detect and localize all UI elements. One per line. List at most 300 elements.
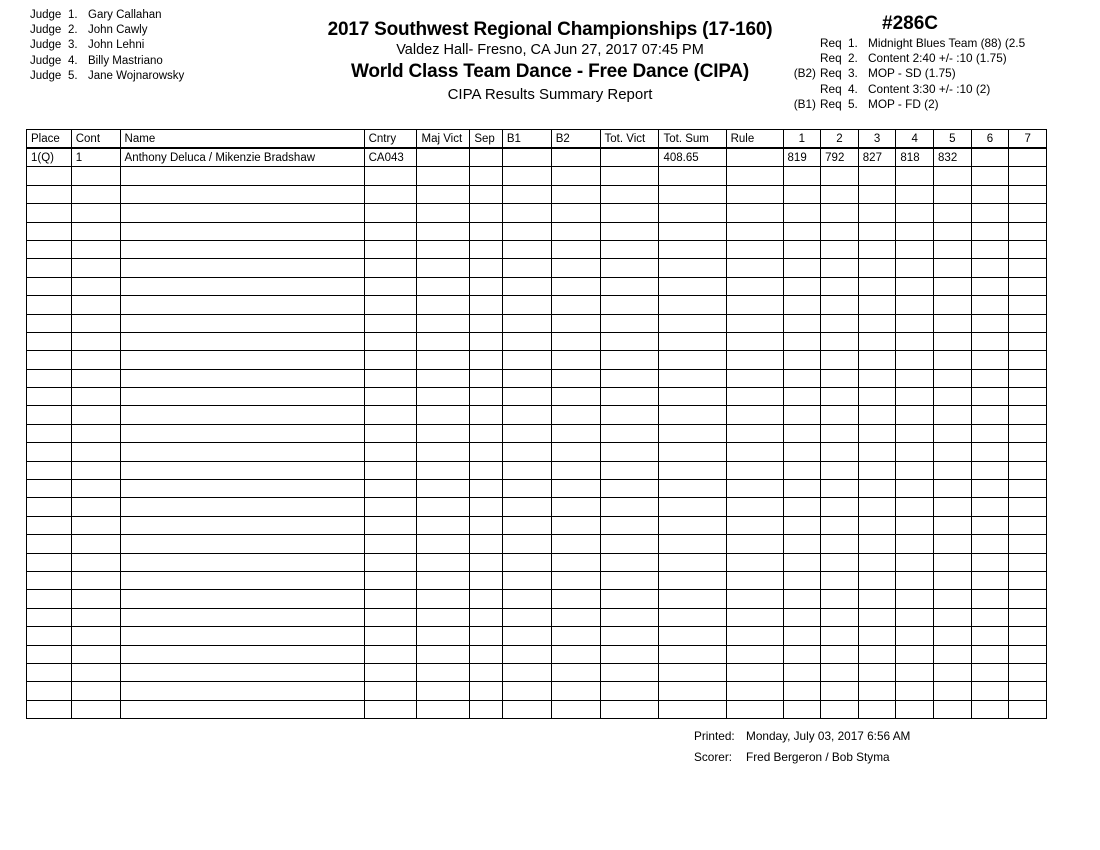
cell-judge-score-5 bbox=[934, 645, 972, 663]
cell-judge-score-7 bbox=[1009, 461, 1047, 479]
cell-place bbox=[27, 627, 72, 645]
report-footer bbox=[694, 726, 1094, 768]
cell-rule bbox=[726, 185, 783, 203]
cell-rule bbox=[726, 424, 783, 442]
table-row-empty[interactable] bbox=[27, 461, 1047, 479]
cell-b2 bbox=[551, 663, 600, 681]
cell-place bbox=[27, 700, 72, 718]
cell-judge-score-3 bbox=[858, 627, 896, 645]
scorer-line bbox=[694, 747, 1094, 768]
cell-judge-score-7 bbox=[1009, 480, 1047, 498]
cell-judge-score-3 bbox=[858, 314, 896, 332]
cell-cntry bbox=[364, 571, 417, 589]
cell-cont bbox=[71, 700, 120, 718]
cell-judge-score-2: 792 bbox=[821, 148, 859, 167]
cell-tot-vict bbox=[600, 682, 659, 700]
column-header-tot-sum: Tot. Sum bbox=[659, 130, 726, 149]
cell-rule bbox=[726, 296, 783, 314]
cell-judge-score-6 bbox=[971, 277, 1009, 295]
cell-rule bbox=[726, 369, 783, 387]
cell-sep bbox=[470, 259, 503, 277]
cell-cont bbox=[71, 663, 120, 681]
cell-cntry bbox=[364, 314, 417, 332]
cell-name bbox=[120, 406, 364, 424]
cell-judge-score-3 bbox=[858, 204, 896, 222]
cell-b1 bbox=[502, 498, 551, 516]
cell-cntry bbox=[364, 498, 417, 516]
cell-judge-score-3 bbox=[858, 498, 896, 516]
cell-maj-vict bbox=[417, 498, 470, 516]
cell-judge-score-7 bbox=[1009, 406, 1047, 424]
cell-judge-score-6 bbox=[971, 516, 1009, 534]
cell-maj-vict bbox=[417, 351, 470, 369]
cell-judge-score-3 bbox=[858, 406, 896, 424]
cell-rule bbox=[726, 240, 783, 258]
cell-sep bbox=[470, 663, 503, 681]
cell-sep bbox=[470, 535, 503, 553]
cell-tot-vict bbox=[600, 535, 659, 553]
cell-cont: 1 bbox=[71, 148, 120, 167]
table-row-empty[interactable] bbox=[27, 516, 1047, 534]
cell-cntry bbox=[364, 185, 417, 203]
cell-judge-score-3 bbox=[858, 700, 896, 718]
cell-maj-vict bbox=[417, 259, 470, 277]
cell-judge-score-4 bbox=[896, 645, 934, 663]
table-row-empty[interactable] bbox=[27, 185, 1047, 203]
cell-judge-score-7 bbox=[1009, 516, 1047, 534]
cell-b2 bbox=[551, 369, 600, 387]
report-header bbox=[250, 18, 850, 105]
cell-rule bbox=[726, 627, 783, 645]
cell-cont bbox=[71, 314, 120, 332]
cell-tot-vict bbox=[600, 296, 659, 314]
cell-rule bbox=[726, 535, 783, 553]
requirement-text: Content 2:40 +/- :10 (1.75) bbox=[868, 51, 1007, 66]
cell-b2 bbox=[551, 424, 600, 442]
cell-sep bbox=[470, 204, 503, 222]
cell-judge-score-4 bbox=[896, 185, 934, 203]
cell-tot-sum bbox=[659, 516, 726, 534]
cell-place bbox=[27, 351, 72, 369]
cell-rule bbox=[726, 571, 783, 589]
cell-rule bbox=[726, 553, 783, 571]
cell-b2 bbox=[551, 204, 600, 222]
table-row-empty[interactable] bbox=[27, 498, 1047, 516]
column-header-judge-5: 5 bbox=[934, 130, 972, 149]
cell-judge-score-3 bbox=[858, 296, 896, 314]
cell-judge-score-6 bbox=[971, 627, 1009, 645]
cell-b2 bbox=[551, 296, 600, 314]
cell-sep bbox=[470, 627, 503, 645]
judge-label: Judge bbox=[30, 54, 62, 67]
cell-judge-score-1 bbox=[783, 498, 821, 516]
cell-tot-sum bbox=[659, 332, 726, 350]
cell-judge-score-3 bbox=[858, 535, 896, 553]
cell-name bbox=[120, 461, 364, 479]
table-row-empty[interactable] bbox=[27, 277, 1047, 295]
cell-place bbox=[27, 535, 72, 553]
cell-tot-vict bbox=[600, 571, 659, 589]
cell-judge-score-1 bbox=[783, 204, 821, 222]
table-row-empty[interactable] bbox=[27, 663, 1047, 681]
cell-place bbox=[27, 663, 72, 681]
cell-place bbox=[27, 608, 72, 626]
table-row-empty[interactable] bbox=[27, 388, 1047, 406]
cell-tot-vict bbox=[600, 424, 659, 442]
cell-judge-score-5 bbox=[934, 498, 972, 516]
cell-place bbox=[27, 480, 72, 498]
cell-sep bbox=[470, 332, 503, 350]
cell-judge-score-3 bbox=[858, 645, 896, 663]
cell-cntry bbox=[364, 277, 417, 295]
cell-sep bbox=[470, 351, 503, 369]
cell-judge-score-7 bbox=[1009, 571, 1047, 589]
table-row-empty[interactable] bbox=[27, 645, 1047, 663]
requirement-number: 1. bbox=[848, 36, 858, 50]
cell-b2 bbox=[551, 388, 600, 406]
column-header-judge-1: 1 bbox=[783, 130, 821, 149]
cell-cont bbox=[71, 222, 120, 240]
cell-b1 bbox=[502, 663, 551, 681]
cell-cont bbox=[71, 259, 120, 277]
cell-judge-score-4 bbox=[896, 406, 934, 424]
cell-judge-score-2 bbox=[821, 277, 859, 295]
cell-rule bbox=[726, 259, 783, 277]
table-row-empty[interactable] bbox=[27, 369, 1047, 387]
cell-cntry bbox=[364, 627, 417, 645]
cell-judge-score-6 bbox=[971, 535, 1009, 553]
cell-rule bbox=[726, 148, 783, 167]
cell-judge-score-6 bbox=[971, 406, 1009, 424]
cell-judge-score-6 bbox=[971, 204, 1009, 222]
cell-judge-score-2 bbox=[821, 185, 859, 203]
cell-judge-score-2 bbox=[821, 700, 859, 718]
table-row-empty[interactable] bbox=[27, 314, 1047, 332]
cell-place bbox=[27, 332, 72, 350]
cell-b2 bbox=[551, 443, 600, 461]
cell-name bbox=[120, 682, 364, 700]
cell-b2 bbox=[551, 590, 600, 608]
cell-judge-score-6 bbox=[971, 645, 1009, 663]
cell-judge-score-4 bbox=[896, 222, 934, 240]
cell-judge-score-7 bbox=[1009, 682, 1047, 700]
cell-sep bbox=[470, 443, 503, 461]
cell-judge-score-1 bbox=[783, 682, 821, 700]
cell-judge-score-6 bbox=[971, 388, 1009, 406]
cell-sep bbox=[470, 461, 503, 479]
cell-tot-sum bbox=[659, 314, 726, 332]
cell-tot-vict bbox=[600, 204, 659, 222]
requirement-item bbox=[780, 36, 1100, 51]
judge-name: John Lehni bbox=[88, 39, 145, 52]
cell-judge-score-6 bbox=[971, 498, 1009, 516]
table-row-empty[interactable] bbox=[27, 296, 1047, 314]
cell-b2 bbox=[551, 627, 600, 645]
cell-judge-score-6 bbox=[971, 240, 1009, 258]
cell-maj-vict bbox=[417, 296, 470, 314]
cell-maj-vict bbox=[417, 204, 470, 222]
cell-b2 bbox=[551, 516, 600, 534]
cell-place bbox=[27, 240, 72, 258]
cell-judge-score-5 bbox=[934, 553, 972, 571]
cell-judge-score-5 bbox=[934, 535, 972, 553]
cell-judge-score-5 bbox=[934, 443, 972, 461]
cell-b1 bbox=[502, 480, 551, 498]
table-row-empty[interactable] bbox=[27, 424, 1047, 442]
table-row-empty[interactable] bbox=[27, 443, 1047, 461]
cell-sep bbox=[470, 571, 503, 589]
cell-tot-sum bbox=[659, 204, 726, 222]
cell-cntry bbox=[364, 296, 417, 314]
table-row-empty[interactable] bbox=[27, 240, 1047, 258]
table-row-empty[interactable] bbox=[27, 553, 1047, 571]
cell-judge-score-7 bbox=[1009, 351, 1047, 369]
cell-judge-score-5 bbox=[934, 424, 972, 442]
cell-maj-vict bbox=[417, 406, 470, 424]
cell-tot-vict bbox=[600, 148, 659, 167]
table-row-empty[interactable] bbox=[27, 571, 1047, 589]
table-row-empty[interactable] bbox=[27, 259, 1047, 277]
cell-name bbox=[120, 185, 364, 203]
cell-judge-score-3 bbox=[858, 682, 896, 700]
table-row-empty[interactable] bbox=[27, 480, 1047, 498]
cell-name bbox=[120, 314, 364, 332]
cell-name bbox=[120, 590, 364, 608]
table-row-empty[interactable] bbox=[27, 406, 1047, 424]
cell-place bbox=[27, 314, 72, 332]
cell-rule bbox=[726, 351, 783, 369]
cell-maj-vict bbox=[417, 332, 470, 350]
cell-sep bbox=[470, 700, 503, 718]
requirement-text: Content 3:30 +/- :10 (2) bbox=[868, 81, 991, 96]
column-header-judge-4: 4 bbox=[896, 130, 934, 149]
table-row-empty[interactable] bbox=[27, 590, 1047, 608]
cell-b1 bbox=[502, 700, 551, 718]
table-row[interactable] bbox=[27, 148, 1047, 167]
cell-b1 bbox=[502, 516, 551, 534]
cell-judge-score-1 bbox=[783, 259, 821, 277]
column-header-rule: Rule bbox=[726, 130, 783, 149]
cell-b1 bbox=[502, 185, 551, 203]
cell-tot-vict bbox=[600, 498, 659, 516]
cell-cont bbox=[71, 332, 120, 350]
judge-number: 4. bbox=[68, 54, 78, 67]
cell-b1 bbox=[502, 369, 551, 387]
cell-judge-score-1 bbox=[783, 222, 821, 240]
cell-judge-score-7 bbox=[1009, 222, 1047, 240]
cell-b1 bbox=[502, 314, 551, 332]
cell-judge-score-1 bbox=[783, 571, 821, 589]
cell-judge-score-3 bbox=[858, 424, 896, 442]
cell-name bbox=[120, 608, 364, 626]
cell-judge-score-6 bbox=[971, 590, 1009, 608]
cell-b2 bbox=[551, 351, 600, 369]
cell-judge-score-5 bbox=[934, 369, 972, 387]
cell-sep bbox=[470, 148, 503, 167]
cell-maj-vict bbox=[417, 516, 470, 534]
cell-b2 bbox=[551, 480, 600, 498]
table-row-empty[interactable] bbox=[27, 204, 1047, 222]
cell-judge-score-7 bbox=[1009, 277, 1047, 295]
cell-judge-score-5 bbox=[934, 627, 972, 645]
cell-place bbox=[27, 259, 72, 277]
cell-judge-score-6 bbox=[971, 148, 1009, 167]
cell-judge-score-2 bbox=[821, 480, 859, 498]
cell-judge-score-3 bbox=[858, 277, 896, 295]
cell-judge-score-2 bbox=[821, 167, 859, 185]
cell-judge-score-2 bbox=[821, 351, 859, 369]
cell-judge-score-7 bbox=[1009, 369, 1047, 387]
column-header-sep: Sep bbox=[470, 130, 503, 149]
cell-rule bbox=[726, 645, 783, 663]
cell-tot-vict bbox=[600, 480, 659, 498]
cell-judge-score-1 bbox=[783, 406, 821, 424]
cell-judge-score-1 bbox=[783, 332, 821, 350]
cell-judge-score-7 bbox=[1009, 424, 1047, 442]
cell-name bbox=[120, 388, 364, 406]
cell-rule bbox=[726, 388, 783, 406]
category-title: World Class Team Dance - Free Dance (CIPA) bbox=[350, 61, 750, 82]
cell-rule bbox=[726, 332, 783, 350]
cell-judge-score-2 bbox=[821, 332, 859, 350]
cell-maj-vict bbox=[417, 443, 470, 461]
cell-judge-score-3 bbox=[858, 571, 896, 589]
requirement-number: 3. bbox=[848, 66, 858, 81]
cell-judge-score-4 bbox=[896, 204, 934, 222]
table-row-empty[interactable] bbox=[27, 222, 1047, 240]
cell-judge-score-4 bbox=[896, 369, 934, 387]
cell-judge-score-1 bbox=[783, 314, 821, 332]
cell-judge-score-1 bbox=[783, 535, 821, 553]
table-row-empty[interactable] bbox=[27, 332, 1047, 350]
cell-tot-vict bbox=[600, 627, 659, 645]
cell-place bbox=[27, 682, 72, 700]
cell-judge-score-5 bbox=[934, 700, 972, 718]
cell-judge-score-7 bbox=[1009, 332, 1047, 350]
table-row-empty[interactable] bbox=[27, 700, 1047, 718]
cell-judge-score-5 bbox=[934, 516, 972, 534]
cell-judge-score-4 bbox=[896, 240, 934, 258]
judge-number: 1. bbox=[68, 9, 78, 21]
judge-number: 3. bbox=[68, 39, 78, 52]
cell-tot-sum bbox=[659, 351, 726, 369]
cell-b1 bbox=[502, 222, 551, 240]
cell-name bbox=[120, 424, 364, 442]
cell-judge-score-3 bbox=[858, 388, 896, 406]
cell-judge-score-4 bbox=[896, 424, 934, 442]
judge-number: 2. bbox=[68, 24, 78, 37]
cell-b1 bbox=[502, 204, 551, 222]
cell-maj-vict bbox=[417, 700, 470, 718]
cell-judge-score-5 bbox=[934, 480, 972, 498]
cell-judge-score-2 bbox=[821, 443, 859, 461]
cell-cntry bbox=[364, 240, 417, 258]
cell-judge-score-2 bbox=[821, 553, 859, 571]
cell-sep bbox=[470, 608, 503, 626]
cell-sep bbox=[470, 240, 503, 258]
cell-tot-vict bbox=[600, 259, 659, 277]
cell-judge-score-4 bbox=[896, 498, 934, 516]
cell-cont bbox=[71, 277, 120, 295]
cell-judge-score-5 bbox=[934, 388, 972, 406]
cell-judge-score-3 bbox=[858, 240, 896, 258]
cell-judge-score-5 bbox=[934, 571, 972, 589]
cell-tot-sum bbox=[659, 277, 726, 295]
cell-judge-score-5 bbox=[934, 608, 972, 626]
cell-judge-score-3 bbox=[858, 369, 896, 387]
cell-judge-score-4 bbox=[896, 608, 934, 626]
cell-b1 bbox=[502, 424, 551, 442]
cell-cont bbox=[71, 351, 120, 369]
cell-b1 bbox=[502, 535, 551, 553]
cell-place bbox=[27, 424, 72, 442]
cell-b1 bbox=[502, 351, 551, 369]
cell-rule bbox=[726, 608, 783, 626]
cell-judge-score-5 bbox=[934, 663, 972, 681]
cell-tot-vict bbox=[600, 167, 659, 185]
cell-b1 bbox=[502, 148, 551, 167]
cell-judge-score-5 bbox=[934, 259, 972, 277]
requirement-text: MOP - FD (2) bbox=[868, 96, 939, 111]
table-row-empty[interactable] bbox=[27, 682, 1047, 700]
cell-tot-vict bbox=[600, 608, 659, 626]
printed-value: Monday, July 03, 2017 6:56 AM bbox=[746, 729, 911, 743]
cell-judge-score-4: 818 bbox=[896, 148, 934, 167]
cell-maj-vict bbox=[417, 388, 470, 406]
cell-sep bbox=[470, 406, 503, 424]
cell-judge-score-5 bbox=[934, 406, 972, 424]
cell-sep bbox=[470, 424, 503, 442]
cell-tot-sum bbox=[659, 682, 726, 700]
cell-rule bbox=[726, 700, 783, 718]
cell-judge-score-3: 827 bbox=[858, 148, 896, 167]
table-row-empty[interactable] bbox=[27, 608, 1047, 626]
table-row-empty[interactable] bbox=[27, 167, 1047, 185]
cell-judge-score-4 bbox=[896, 443, 934, 461]
cell-judge-score-7 bbox=[1009, 314, 1047, 332]
cell-judge-score-2 bbox=[821, 204, 859, 222]
cell-place: 1(Q) bbox=[27, 148, 72, 167]
cell-b2 bbox=[551, 314, 600, 332]
cell-judge-score-3 bbox=[858, 553, 896, 571]
cell-judge-score-5 bbox=[934, 204, 972, 222]
cell-cntry bbox=[364, 204, 417, 222]
cell-judge-score-7 bbox=[1009, 590, 1047, 608]
table-row-empty[interactable] bbox=[27, 627, 1047, 645]
cell-tot-vict bbox=[600, 277, 659, 295]
cell-tot-sum bbox=[659, 461, 726, 479]
column-header-judge-7: 7 bbox=[1009, 130, 1047, 149]
cell-name bbox=[120, 480, 364, 498]
cell-sep bbox=[470, 590, 503, 608]
cell-cont bbox=[71, 424, 120, 442]
cell-b1 bbox=[502, 277, 551, 295]
cell-cont bbox=[71, 388, 120, 406]
cell-judge-score-5 bbox=[934, 461, 972, 479]
table-row-empty[interactable] bbox=[27, 535, 1047, 553]
cell-judge-score-1 bbox=[783, 461, 821, 479]
cell-sep bbox=[470, 553, 503, 571]
cell-tot-vict bbox=[600, 332, 659, 350]
cell-judge-score-6 bbox=[971, 222, 1009, 240]
cell-b2 bbox=[551, 571, 600, 589]
cell-name bbox=[120, 351, 364, 369]
judge-label: Judge bbox=[30, 69, 62, 82]
cell-judge-score-2 bbox=[821, 627, 859, 645]
table-row-empty[interactable] bbox=[27, 351, 1047, 369]
cell-place bbox=[27, 406, 72, 424]
cell-judge-score-7 bbox=[1009, 553, 1047, 571]
